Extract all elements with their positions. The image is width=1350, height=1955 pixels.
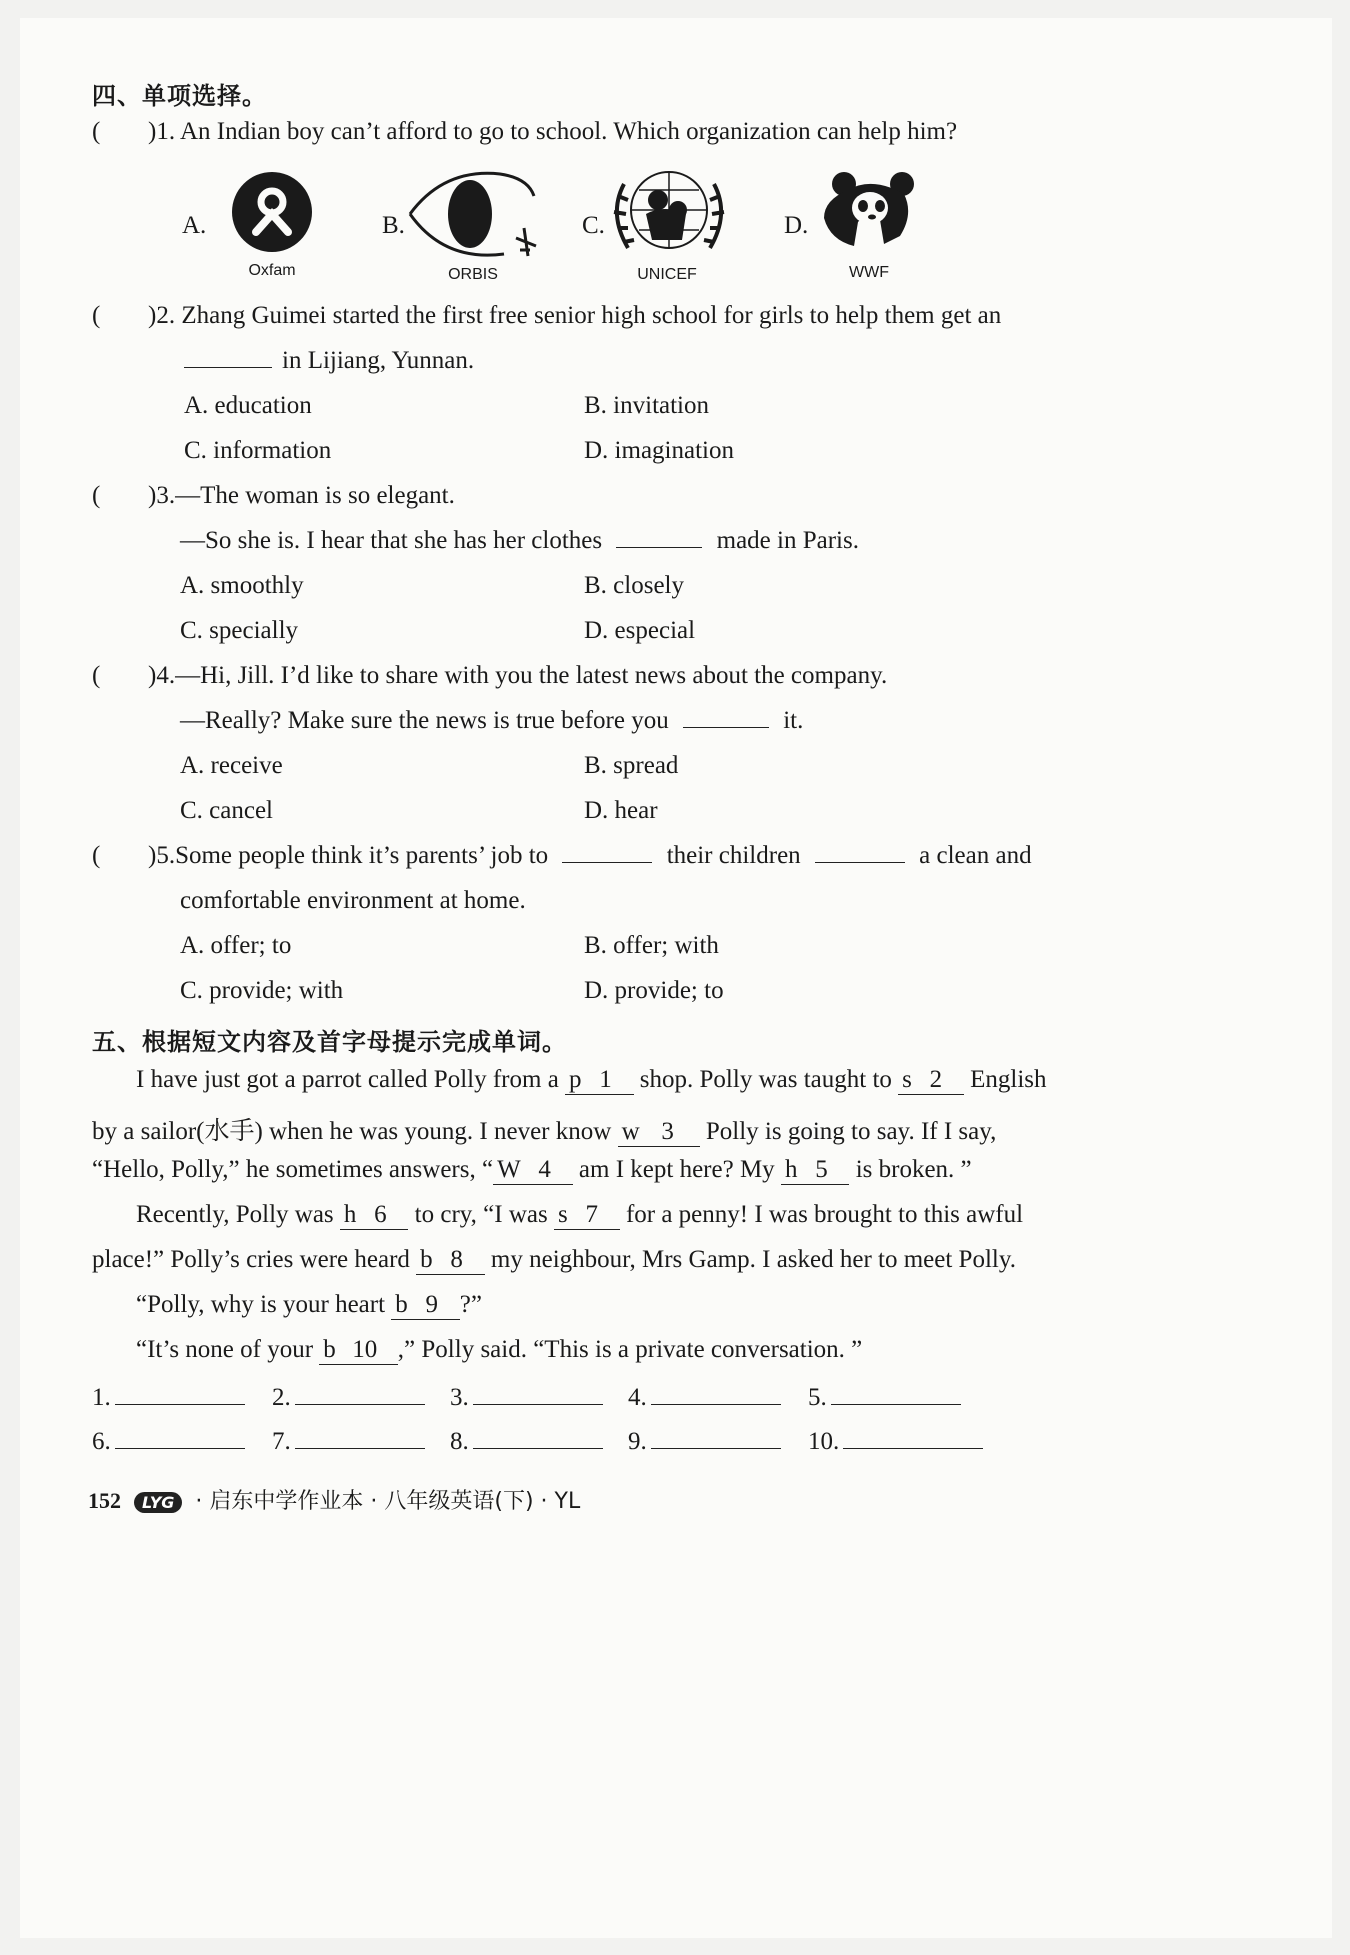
option-d-letter: D. xyxy=(784,212,809,239)
passage-line-4: Recently, Polly was h 6 to cry, “I was s 7 for a penny! I was brought to this awful xyxy=(136,1201,1024,1228)
option-c: C. provide; with xyxy=(180,977,344,1004)
option-d: D. hear xyxy=(584,797,658,824)
passage-line-7: “It’s none of your b 10 ,” Polly said. “This is a private conversation. ” xyxy=(136,1336,863,1363)
answer-8: 8. xyxy=(450,1428,603,1456)
option-d-caption: WWF xyxy=(849,264,889,281)
option-a: A. education xyxy=(184,392,312,419)
question-2-line2: in Lijiang, Yunnan. xyxy=(184,347,474,375)
option-b: B. closely xyxy=(584,572,684,599)
fill-blank[interactable] xyxy=(562,861,652,863)
answer-paren[interactable]: ( xyxy=(92,842,101,869)
question-5-line2: comfortable environment at home. xyxy=(180,887,526,914)
hint-blank-7[interactable]: s 7 xyxy=(554,1201,620,1230)
answer-9: 9. xyxy=(628,1428,781,1456)
option-b: B. spread xyxy=(584,752,679,779)
section-4-title: 四、单项选择。 xyxy=(92,82,267,110)
unicef-logo-icon xyxy=(604,164,734,264)
option-d: D. provide; to xyxy=(584,977,724,1004)
fill-blank[interactable] xyxy=(683,726,769,728)
answer-7: 7. xyxy=(272,1428,425,1456)
question-2 xyxy=(148,302,1001,330)
question-number: )1. xyxy=(148,118,176,145)
question-3 xyxy=(148,482,455,510)
question-text: An Indian boy can’t afford to go to school. Which organization can help him? xyxy=(179,118,958,145)
answer-10: 10. xyxy=(808,1428,983,1456)
question-number: )3. xyxy=(148,482,176,509)
hint-blank-10[interactable]: b 10 xyxy=(319,1336,398,1365)
hint-blank-4[interactable]: W 4 xyxy=(493,1156,573,1185)
answer-line[interactable] xyxy=(651,1403,781,1405)
answer-2: 2. xyxy=(272,1384,425,1412)
question-text: —Hi, Jill. I’d like to share with you the latest news about the company. xyxy=(175,662,888,689)
option-a-caption: Oxfam xyxy=(248,262,296,279)
question-text: —The woman is so elegant. xyxy=(175,482,455,509)
publisher-badge: LYG xyxy=(134,1492,182,1513)
answer-5: 5. xyxy=(808,1384,961,1412)
fill-blank[interactable] xyxy=(184,366,272,368)
option-b-caption: ORBIS xyxy=(448,266,498,283)
answer-paren[interactable]: ( xyxy=(92,118,101,145)
answer-paren[interactable]: ( xyxy=(92,662,101,689)
section-5-title: 五、根据短文内容及首字母提示完成单词。 xyxy=(92,1028,567,1056)
option-c: C. cancel xyxy=(180,797,274,824)
option-b-letter: B. xyxy=(382,212,405,239)
option-c: C. specially xyxy=(180,617,299,644)
option-c-letter: C. xyxy=(582,212,605,239)
fill-blank[interactable] xyxy=(815,861,905,863)
question-number: )2. xyxy=(148,302,176,329)
passage-line-6: “Polly, why is your heart b 9 ?” xyxy=(136,1291,482,1318)
option-a: A. receive xyxy=(180,752,283,779)
question-3-line2: —So she is. I hear that she has her clothes made in Paris. xyxy=(180,527,859,554)
answer-line[interactable] xyxy=(295,1447,425,1449)
question-number: )4. xyxy=(148,662,176,689)
wwf-panda-logo-icon xyxy=(818,170,918,254)
answer-line[interactable] xyxy=(651,1447,781,1449)
passage-line-3: “Hello, Polly,” he sometimes answers, “ W 4 am I kept here? My h 5 is broken. ” xyxy=(92,1156,972,1183)
option-d: D. especial xyxy=(584,617,696,644)
hint-blank-5[interactable]: h 5 xyxy=(781,1156,850,1185)
passage-line-1: I have just got a parrot called Polly from a p 1 shop. Polly was taught to s 2 English xyxy=(136,1066,1047,1093)
passage-line-2: by a sailor(水手) when he was young. I never know w 3 Polly is going to say. If I say, xyxy=(92,1118,997,1145)
option-a: A. offer; to xyxy=(180,932,292,959)
answer-paren[interactable]: ( xyxy=(92,302,101,329)
hint-blank-6[interactable]: h 6 xyxy=(340,1201,409,1230)
option-a: A. smoothly xyxy=(180,572,304,599)
answer-paren[interactable]: ( xyxy=(92,482,101,509)
answer-line[interactable] xyxy=(473,1447,603,1449)
option-a-letter: A. xyxy=(182,212,207,239)
question-4-line2: —Really? Make sure the news is true before you it. xyxy=(180,707,804,734)
fill-blank[interactable] xyxy=(616,546,702,548)
answer-4: 4. xyxy=(628,1384,781,1412)
option-b: B. invitation xyxy=(584,392,709,419)
hint-blank-3[interactable]: w 3 xyxy=(618,1118,700,1147)
oxfam-logo-icon xyxy=(230,170,314,260)
question-5: )5.Some people think it’s parents’ job to their children a clean and xyxy=(148,842,1032,869)
answer-line[interactable] xyxy=(295,1403,425,1405)
option-b: B. offer; with xyxy=(584,932,719,959)
book-title: · 启东中学作业本 · 八年级英语(下) · YL xyxy=(195,1489,581,1514)
question-number: )5. xyxy=(148,842,176,869)
hint-blank-2[interactable]: s 2 xyxy=(898,1066,964,1095)
hint-blank-8[interactable]: b 8 xyxy=(416,1246,485,1275)
answer-line[interactable] xyxy=(843,1447,983,1449)
answer-3: 3. xyxy=(450,1384,603,1412)
page-number: 152 xyxy=(88,1488,121,1513)
question-4 xyxy=(148,662,887,690)
option-d: D. imagination xyxy=(584,437,734,464)
answer-1: 1. xyxy=(92,1384,245,1412)
answer-line[interactable] xyxy=(115,1403,245,1405)
page-footer xyxy=(88,1484,580,1515)
answer-6: 6. xyxy=(92,1428,245,1456)
hint-blank-1[interactable]: p 1 xyxy=(565,1066,634,1095)
orbis-logo-icon xyxy=(404,166,544,264)
answer-line[interactable] xyxy=(831,1403,961,1405)
answer-line[interactable] xyxy=(115,1447,245,1449)
question-text: Zhang Guimei started the first free senior high school for girls to help them get an xyxy=(181,302,1002,329)
hint-blank-9[interactable]: b 9 xyxy=(391,1291,460,1320)
option-c-caption: UNICEF xyxy=(637,266,697,283)
question-1 xyxy=(148,118,957,146)
answer-line[interactable] xyxy=(473,1403,603,1405)
passage-line-5: place!” Polly’s cries were heard b 8 my neighbour, Mrs Gamp. I asked her to meet Polly. xyxy=(92,1246,1016,1273)
option-c: C. information xyxy=(184,437,332,464)
